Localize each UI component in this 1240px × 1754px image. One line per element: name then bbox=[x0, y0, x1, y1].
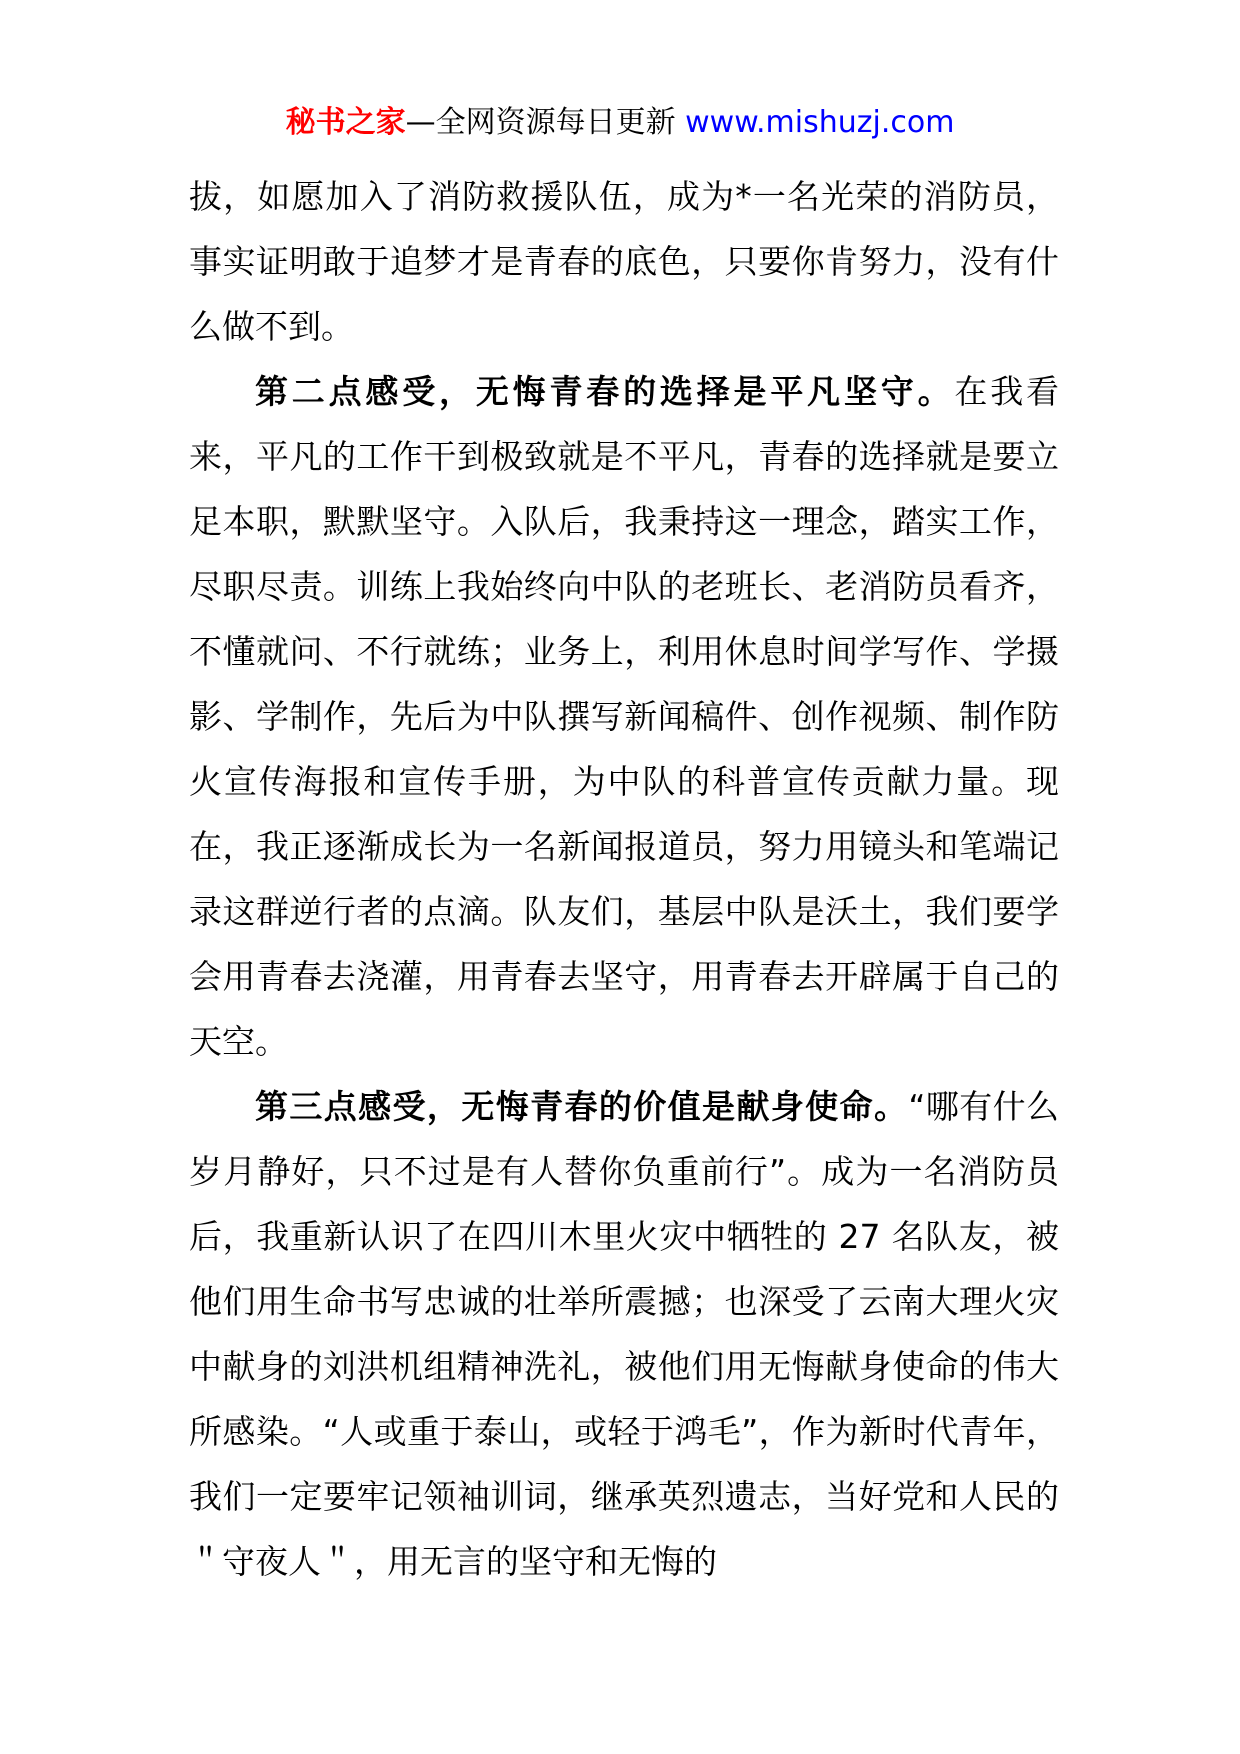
paragraph-3 bbox=[189, 1074, 1059, 1594]
page-header bbox=[0, 101, 1240, 145]
header-url-link[interactable]: www.mishuzj.com bbox=[685, 105, 955, 140]
paragraph-2-text: 在我看来，平凡的工作干到极致就是不平凡，青春的选择就是要立足本职，默默坚守。入队后，我秉持这一理念，踏实工作，尽职尽责。训练上我始终向中队的老班长、老消防员看齐，不懂就问、不行就练；业务上，利用休息时间学写作、学摄影、学制作，先后为中队撰写新闻稿件、创作视频、制作防火宣传海报和宣传手册，为中队的科普宣传贡献力量。现在，我正逐渐成长为一名新闻报道员，努力用镜头和笔端记录这群逆行者的点滴。队友们，基层中队是沃土，我们要学会用青春去浇灌，用青春去坚守，用青春去开辟属于自己的天空。 bbox=[189, 372, 1060, 1061]
paragraph-1-text: 拔，如愿加入了消防救援队伍，成为*一名光荣的消防员，事实证明敢于追梦才是青春的底色，只要你肯努力，没有什么做不到。 bbox=[189, 177, 1059, 346]
paragraph-2-lead: 第二点感受，无悔青春的选择是平凡坚守。 bbox=[255, 372, 955, 411]
paragraph-3-text: “哪有什么岁月静好，只不过是有人替你负重前行”。成为一名消防员后，我重新认识了在四川木里火灾中牺牲的 27 名队友，被他们用生命书写忠诚的壮举所震撼；也深受了云南大理火灾中献身的刘洪机组精神洗礼，被他们用无悔献身使命的伟大所感染。“人或重于泰山，或轻于鸿毛”，作为新时代青年，我们一定要牢记领袖训词，继承英烈遗志，当好党和人民的＂守夜人＂，用无言的坚守和无悔的 bbox=[189, 1087, 1060, 1581]
paragraph-1 bbox=[189, 164, 1059, 359]
paragraph-3-lead: 第三点感受，无悔青春的价值是献身使命。 bbox=[255, 1087, 909, 1126]
header-tagline: —全网资源每日更新 bbox=[405, 105, 686, 140]
paragraph-2 bbox=[189, 359, 1059, 1074]
document-body bbox=[189, 164, 1059, 1594]
header-brand: 秘书之家 bbox=[285, 105, 406, 140]
